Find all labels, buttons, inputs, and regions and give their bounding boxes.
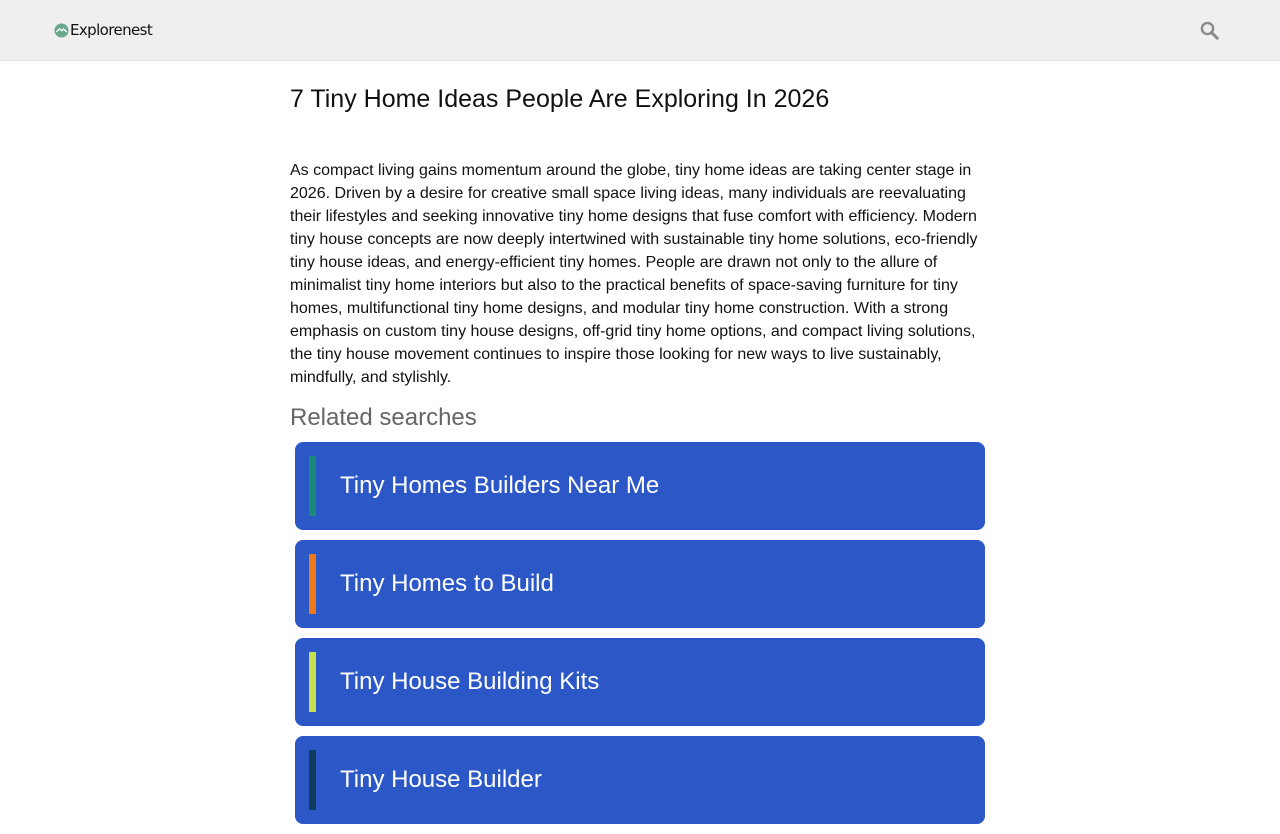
related-search-label: Tiny Homes to Build: [340, 570, 554, 597]
accent-bar: [309, 456, 316, 516]
related-search-item[interactable]: [295, 442, 985, 530]
related-searches-heading: Related searches: [290, 404, 477, 431]
article-intro: As compact living gains momentum around the globe, tiny home ideas are taking center stage in 2026. Driven by a desire for creative small space living ideas, many individuals are reevaluating their lifestyles and seeking innovative tiny home designs that fuse comfort with efficiency. Modern tiny house concepts are now deeply intertwined with sustainable tiny home solutions, eco-friendly tiny house ideas, and energy-efficient tiny homes. People are drawn not only to the allure of minimalist tiny home interiors but also to the practical benefits of space-saving furniture for tiny homes, multifunctional tiny home designs, and modular tiny home construction. With a strong emphasis on custom tiny house designs, off-grid tiny home options, and compact living solutions, the tiny house movement continues to inspire those looking for new ways to live sustainably, mindfully, and stylishly.: [290, 162, 978, 386]
accent-bar: [309, 750, 316, 810]
related-search-label: Tiny House Building Kits: [340, 668, 600, 695]
globe-icon: [54, 23, 69, 38]
related-searches-list: [295, 442, 990, 824]
logo-text: Explorenest: [70, 21, 153, 39]
site-header: [0, 0, 1280, 61]
related-search-item[interactable]: [295, 736, 985, 824]
related-search-label: Tiny House Builder: [340, 766, 542, 793]
page-title: 7 Tiny Home Ideas People Are Exploring In 2026: [290, 85, 830, 113]
site-logo[interactable]: [54, 20, 152, 40]
related-search-label: Tiny Homes Builders Near Me: [340, 472, 660, 499]
accent-bar: [309, 652, 316, 712]
search-button[interactable]: [1199, 20, 1221, 42]
related-search-item[interactable]: [295, 638, 985, 726]
search-icon: [1199, 20, 1221, 42]
accent-bar: [309, 554, 316, 614]
article: [290, 62, 990, 834]
related-search-item[interactable]: [295, 540, 985, 628]
